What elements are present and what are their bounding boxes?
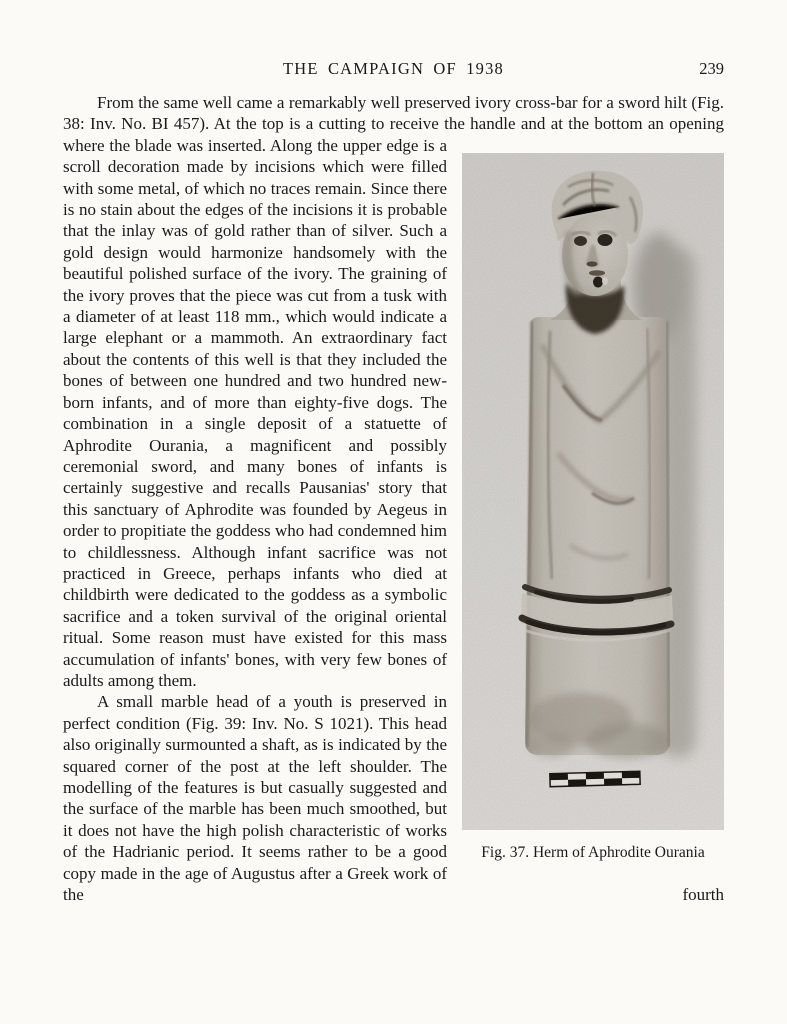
page-number: 239 xyxy=(699,59,724,78)
paragraph-1-part-b: is a scroll decoration made by incisions which were filled with some metal, of which no traces remain. Since there is no stain about the edges of the incisions it is probable that the inlay was of gold rather than of silver. Such a gold design would harmonize handsomely with the beautiful polished surface of the ivory. The graining of the ivory proves that the piece was cut from a tusk with a diameter of at least 118 mm., which would indicate a large elephant or a mammoth. An extraordinary fact about the contents of this well is that they included the bones of between one hundred and two hundred new-born infants, and of more than eighty-five dogs. The combination in a single deposit of a statuette of Aphrodite Ourania, a magnificent and possibly ceremonial sword, and many bones of infants is certainly suggestive and recalls Pausanias' story that this sanctuary of Aphrodite was founded by Aegeus in order to propitiate the goddess who had condemned him to childlessness. Although infant sacrifice was not practiced in Greece, perhaps infants who died at childbirth were dedicated to the goddess as a symbolic sacrifice and a token survival of the original oriental ritual. Some reason must have existed for this mass accumulation of infants' bones, with very few bones of adults among them. xyxy=(63,135,447,690)
running-title: THE CAMPAIGN OF 1938 xyxy=(282,59,505,78)
herm-photo xyxy=(462,153,724,830)
paragraph-2: A small marble head of a youth is preserved in perfect condition (Fig. 39: Inv. No. S 1021). This head also originally surmounted a shaft, as is indicated by the squared corner of the post at the left shoulder. The modelling of the features is but casually suggested and the surface of the marble has been much smoothed, but it does not have the high polish characteristic of works of the Hadrianic period. It seems rather to be a good copy made in the age of Augustus after a Greek work of the fourth xyxy=(63,692,724,905)
figure-37 xyxy=(462,135,724,862)
page-header xyxy=(63,60,724,78)
figure-caption: Fig. 37. Herm of Aphrodite Ourania xyxy=(481,843,705,861)
body-text xyxy=(63,92,724,905)
paragraph-1-part-a: From the same well came a remarkably well preserved ivory cross-bar for a sword hilt (Fig. 38: Inv. No. BI 457). At the top is a cutting to receive the handle and at the bottom an opening where the blade was inserted. Along the upper edge xyxy=(63,93,724,155)
